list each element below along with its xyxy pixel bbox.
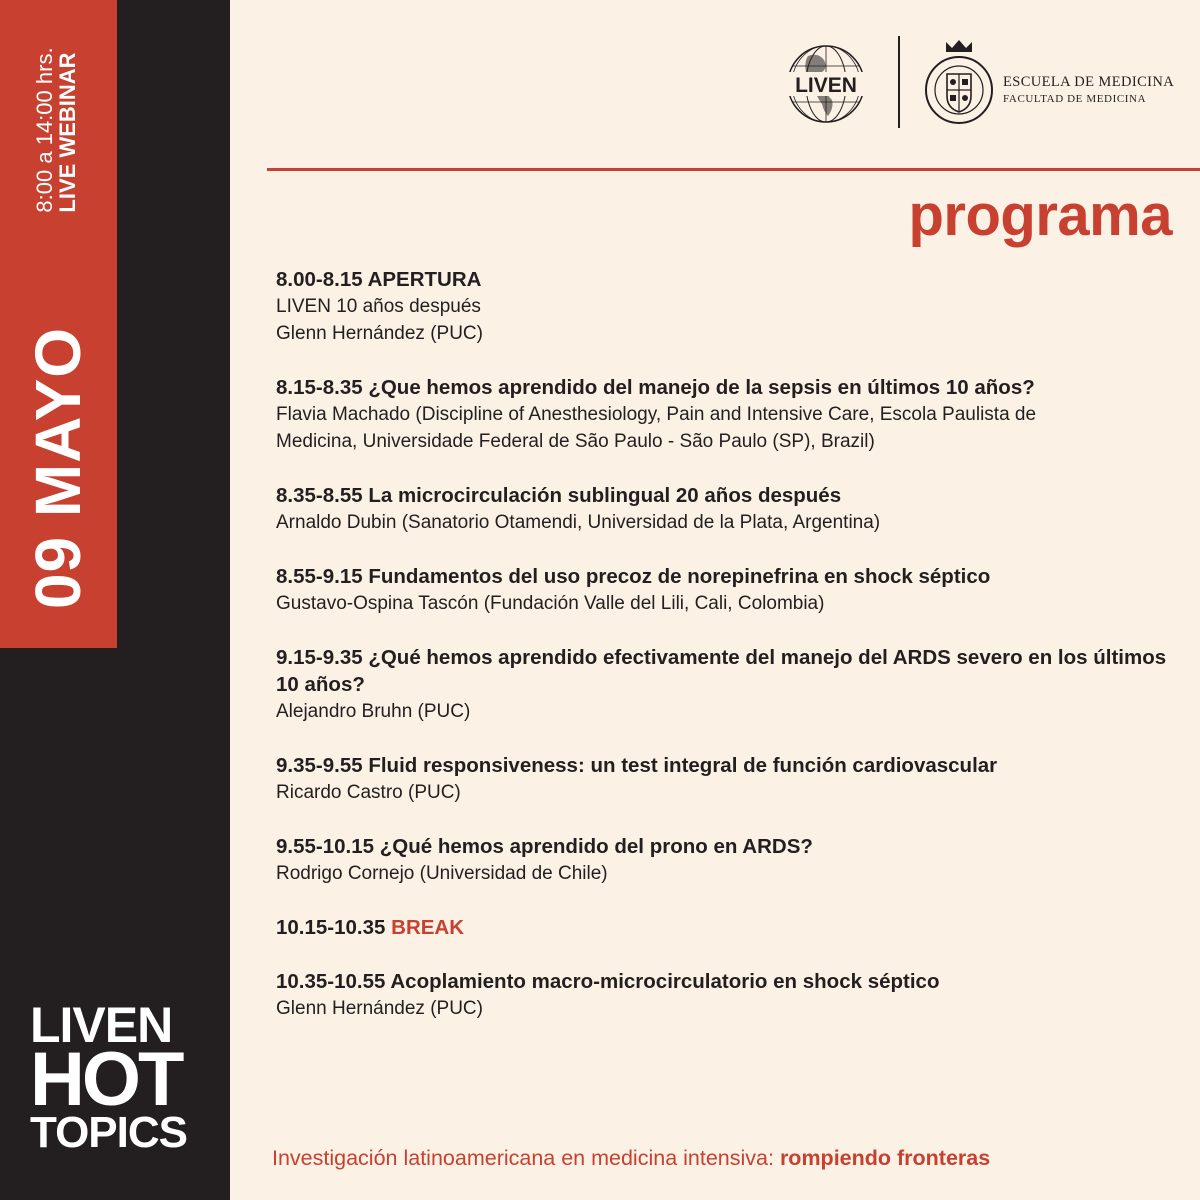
session-title: APERTURA xyxy=(367,268,482,291)
session-item xyxy=(276,266,1176,347)
session-speaker-line: Flavia Machado (Discipline of Anesthesiology, Pain and Intensive Care, Escola Paulista de xyxy=(276,404,1037,425)
university-crest-icon xyxy=(922,38,996,126)
program-schedule xyxy=(276,266,1176,1049)
session-time: 8.15-8.35 xyxy=(276,376,363,399)
session-item xyxy=(276,833,1176,887)
session-item xyxy=(276,482,1176,536)
session-title: ¿Qué hemos aprendido efectivamente del manejo del ARDS severo en los últimos 10 años? xyxy=(276,646,1167,696)
session-heading xyxy=(276,374,1176,401)
session-item xyxy=(276,968,1176,1022)
date-banner xyxy=(0,0,117,648)
header-logos xyxy=(778,36,1188,132)
session-title: Acoplamiento macro-microcirculatorio en shock séptico xyxy=(390,970,940,993)
session-title: La microcirculación sublingual 20 años después xyxy=(368,484,842,507)
session-speaker-line: Gustavo-Ospina Tascón (Fundación Valle del Lili, Cali, Colombia) xyxy=(276,593,825,614)
session-time: 9.15-9.35 xyxy=(276,646,363,669)
session-title: ¿Qué hemos aprendido del prono en ARDS? xyxy=(379,835,813,858)
session-speaker-line: Arnaldo Dubin (Sanatorio Otamendi, Universidad de la Plata, Argentina) xyxy=(276,512,881,533)
session-time: 8.55-9.15 xyxy=(276,565,363,588)
school-name: ESCUELA DE MEDICINA xyxy=(1003,74,1175,90)
session-time: 8.35-8.55 xyxy=(276,484,363,507)
session-time: 10.35-10.55 xyxy=(276,970,386,993)
faculty-name: FACULTAD DE MEDICINA xyxy=(1003,93,1147,105)
session-speaker-line: Alejandro Bruhn (PUC) xyxy=(276,701,471,722)
event-type: LIVE WEBINAR xyxy=(55,52,80,213)
session-title: Fluid responsiveness: un test integral de función cardiovascular xyxy=(368,754,998,777)
footer-tagline-emphasis: rompiendo fronteras xyxy=(779,1146,991,1170)
session-heading xyxy=(276,266,1176,293)
session-item xyxy=(276,914,1176,941)
session-speaker-line: Medicina, Universidade Federal de São Paulo - São Paulo (SP), Brazil) xyxy=(276,431,875,452)
liven-logo-text: LIVEN xyxy=(795,74,857,97)
session-heading xyxy=(276,968,1176,995)
session-item xyxy=(276,374,1176,455)
session-speaker-line: Glenn Hernández (PUC) xyxy=(276,323,483,344)
brand-line-3: TOPICS xyxy=(30,1107,188,1157)
session-heading xyxy=(276,482,1176,509)
main-content xyxy=(230,0,1200,1200)
session-heading xyxy=(276,833,1176,860)
footer-tagline xyxy=(272,1146,990,1171)
logo-divider xyxy=(898,36,900,128)
event-time-info xyxy=(33,47,79,212)
session-time: 9.55-10.15 xyxy=(276,835,375,858)
break-label: BREAK xyxy=(391,916,465,939)
session-heading xyxy=(276,563,1176,590)
event-time: 8:00 a 14:00 hrs. xyxy=(31,47,57,213)
footer-tagline-text: Investigación latinoamericana en medicina intensiva: xyxy=(272,1146,780,1170)
session-title: ¿Que hemos aprendido del manejo de la sepsis en últimos 10 años? xyxy=(368,376,1035,399)
session-speaker-line: Rodrigo Cornejo (Universidad de Chile) xyxy=(276,863,608,884)
session-time: 10.15-10.35 xyxy=(276,916,386,939)
session-heading xyxy=(276,914,1176,941)
session-heading xyxy=(276,752,1176,779)
event-date: 09 MAYO xyxy=(22,326,94,610)
session-speaker-line: Ricardo Castro (PUC) xyxy=(276,782,461,803)
session-item xyxy=(276,563,1176,617)
brand-line-1: LIVEN xyxy=(30,997,173,1053)
brand-line-2: HOT xyxy=(30,1037,182,1122)
session-speaker-line: Glenn Hernández (PUC) xyxy=(276,998,483,1019)
session-item xyxy=(276,644,1176,725)
session-speaker-line: LIVEN 10 años después xyxy=(276,296,481,317)
header-rule xyxy=(267,168,1200,171)
liven-globe-logo xyxy=(778,42,874,126)
session-time: 8.00-8.15 xyxy=(276,268,363,291)
page-title: programa xyxy=(908,183,1172,248)
session-heading xyxy=(276,644,1176,698)
sidebar xyxy=(0,0,230,1200)
event-brand xyxy=(30,997,188,1157)
session-item xyxy=(276,752,1176,806)
session-title: Fundamentos del uso precoz de norepinefrina en shock séptico xyxy=(368,565,991,588)
session-time: 9.35-9.55 xyxy=(276,754,363,777)
school-name-block xyxy=(1003,74,1174,105)
